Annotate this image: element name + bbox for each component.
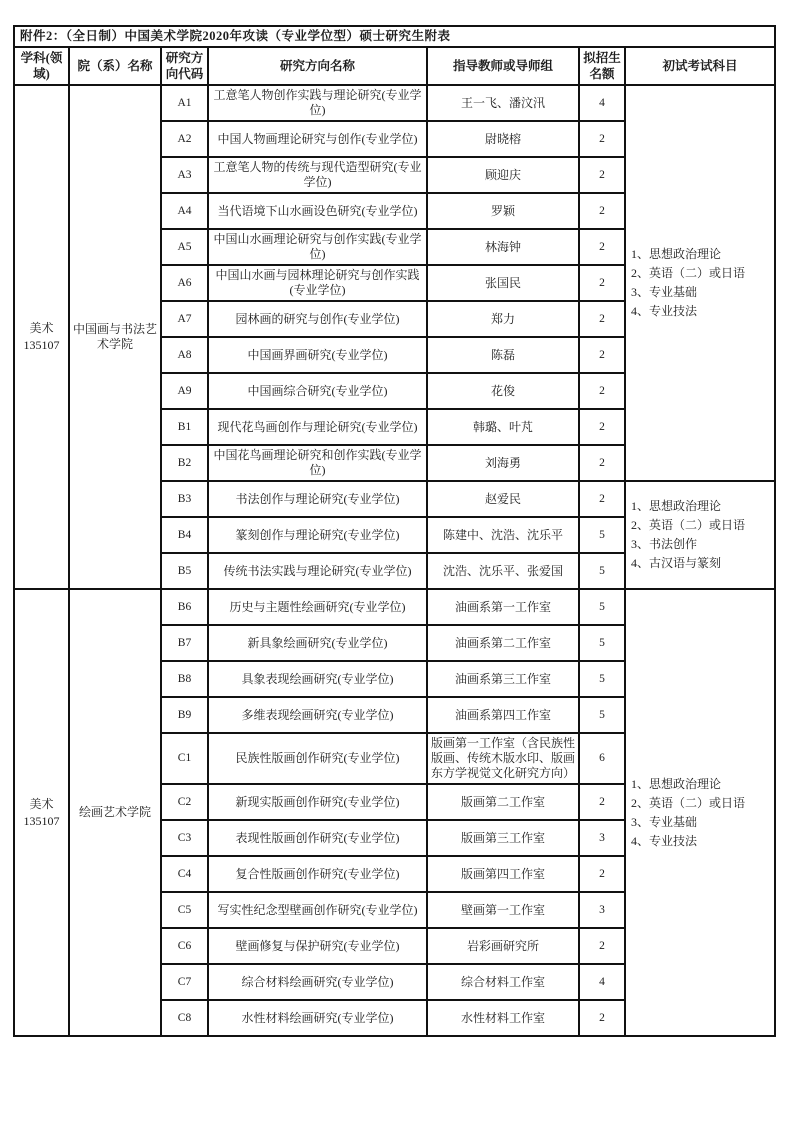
quota-cell: 3 <box>579 892 625 928</box>
direction-name-cell: 园林画的研究与创作(专业学位) <box>208 301 427 337</box>
quota-cell: 2 <box>579 1000 625 1036</box>
quota-cell: 2 <box>579 481 625 517</box>
advisor-cell: 油画系第一工作室 <box>427 589 579 625</box>
exam-subject-line: 2、英语（二）或日语 <box>631 518 746 532</box>
exam-subjects-cell <box>625 85 775 481</box>
col-header-subject: 学科(领域) <box>14 47 69 85</box>
direction-name-cell: 多维表现绘画研究(专业学位) <box>208 697 427 733</box>
quota-cell: 2 <box>579 121 625 157</box>
direction-name-cell: 写实性纪念型壁画创作研究(专业学位) <box>208 892 427 928</box>
table-head <box>14 26 775 85</box>
direction-name-cell: 书法创作与理论研究(专业学位) <box>208 481 427 517</box>
advisor-cell: 版画第二工作室 <box>427 784 579 820</box>
exam-subject-line: 2、英语（二）或日语 <box>631 795 746 810</box>
direction-code-cell: A3 <box>161 157 208 193</box>
col-header-direction-name: 研究方向名称 <box>208 47 427 85</box>
direction-name-cell: 具象表现绘画研究(专业学位) <box>208 661 427 697</box>
direction-code-cell: A6 <box>161 265 208 301</box>
direction-code-cell: C3 <box>161 820 208 856</box>
exam-subjects-cell <box>625 481 775 589</box>
direction-name-cell: 当代语境下山水画设色研究(专业学位) <box>208 193 427 229</box>
quota-cell: 4 <box>579 964 625 1000</box>
direction-name-cell: 中国山水画与园林理论研究与创作实践(专业学位) <box>208 265 427 301</box>
direction-code-cell: C1 <box>161 733 208 784</box>
advisor-cell: 尉晓榕 <box>427 121 579 157</box>
advisor-cell: 郑力 <box>427 301 579 337</box>
direction-code-cell: A7 <box>161 301 208 337</box>
direction-name-cell: 中国人物画理论研究与创作(专业学位) <box>208 121 427 157</box>
direction-code-cell: B7 <box>161 625 208 661</box>
direction-code-cell: B3 <box>161 481 208 517</box>
quota-cell: 2 <box>579 928 625 964</box>
direction-code-cell: A4 <box>161 193 208 229</box>
quota-cell: 4 <box>579 85 625 121</box>
exam-subject-line: 4、古汉语与篆刻 <box>631 556 722 570</box>
direction-name-cell: 新具象绘画研究(专业学位) <box>208 625 427 661</box>
subject-name: 美术 <box>29 321 54 335</box>
advisor-cell: 陈磊 <box>427 337 579 373</box>
quota-cell: 2 <box>579 373 625 409</box>
direction-name-cell: 表现性版画创作研究(专业学位) <box>208 820 427 856</box>
direction-name-cell: 工意笔人物的传统与现代造型研究(专业学位) <box>208 157 427 193</box>
quota-cell: 5 <box>579 517 625 553</box>
advisor-cell: 岩彩画研究所 <box>427 928 579 964</box>
advisor-cell: 陈建中、沈浩、沈乐平 <box>427 517 579 553</box>
exam-subject-line: 4、专业技法 <box>631 833 698 848</box>
advisor-cell: 综合材料工作室 <box>427 964 579 1000</box>
advisor-cell: 张国民 <box>427 265 579 301</box>
direction-name-cell: 篆刻创作与理论研究(专业学位) <box>208 517 427 553</box>
table-row <box>14 85 775 121</box>
direction-code-cell: C6 <box>161 928 208 964</box>
advisor-cell: 版画第一工作室（含民族性版画、传统木版水印、版画东方学视觉文化研究方向） <box>427 733 579 784</box>
subject-cell <box>14 589 69 1036</box>
direction-name-cell: 水性材料绘画研究(专业学位) <box>208 1000 427 1036</box>
advisor-cell: 赵爱民 <box>427 481 579 517</box>
exam-subjects-cell <box>625 589 775 1036</box>
table-body <box>14 85 775 1036</box>
direction-code-cell: B8 <box>161 661 208 697</box>
exam-subject-line: 4、专业技法 <box>631 304 698 318</box>
direction-code-cell: B5 <box>161 553 208 589</box>
document-title: 附件2：（全日制）中国美术学院2020年攻读（专业学位型）硕士研究生附表 <box>14 26 775 47</box>
advisor-cell: 花俊 <box>427 373 579 409</box>
advisor-cell: 刘海勇 <box>427 445 579 481</box>
direction-name-cell: 新现实版画创作研究(专业学位) <box>208 784 427 820</box>
advisor-cell: 油画系第三工作室 <box>427 661 579 697</box>
direction-name-cell: 复合性版画创作研究(专业学位) <box>208 856 427 892</box>
direction-code-cell: A5 <box>161 229 208 265</box>
direction-code-cell: C2 <box>161 784 208 820</box>
quota-cell: 5 <box>579 661 625 697</box>
advisor-cell: 壁画第一工作室 <box>427 892 579 928</box>
direction-code-cell: C8 <box>161 1000 208 1036</box>
col-header-advisor: 指导教师或导师组 <box>427 47 579 85</box>
col-header-quota: 拟招生名额 <box>579 47 625 85</box>
direction-name-cell: 中国画综合研究(专业学位) <box>208 373 427 409</box>
direction-name-cell: 现代花鸟画创作与理论研究(专业学位) <box>208 409 427 445</box>
advisor-cell: 罗颖 <box>427 193 579 229</box>
exam-subject-line: 3、书法创作 <box>631 537 698 551</box>
subject-cell <box>14 85 69 589</box>
advisor-cell: 韩璐、叶芃 <box>427 409 579 445</box>
table-row <box>14 589 775 625</box>
exam-subject-line: 2、英语（二）或日语 <box>631 266 746 280</box>
col-header-college: 院（系）名称 <box>69 47 161 85</box>
direction-code-cell: A2 <box>161 121 208 157</box>
quota-cell: 2 <box>579 157 625 193</box>
direction-name-cell: 综合材料绘画研究(专业学位) <box>208 964 427 1000</box>
advisor-cell: 水性材料工作室 <box>427 1000 579 1036</box>
admissions-table <box>13 25 776 1037</box>
advisor-cell: 林海钟 <box>427 229 579 265</box>
direction-code-cell: B9 <box>161 697 208 733</box>
direction-code-cell: A9 <box>161 373 208 409</box>
exam-subject-line: 3、专业基础 <box>631 285 698 299</box>
col-header-direction-code: 研究方向代码 <box>161 47 208 85</box>
advisor-cell: 版画第三工作室 <box>427 820 579 856</box>
college-cell: 中国画与书法艺术学院 <box>69 85 161 589</box>
advisor-cell: 王一飞、潘汶汛 <box>427 85 579 121</box>
advisor-cell: 油画系第二工作室 <box>427 625 579 661</box>
direction-name-cell: 历史与主题性绘画研究(专业学位) <box>208 589 427 625</box>
quota-cell: 5 <box>579 589 625 625</box>
exam-subject-line: 1、思想政治理论 <box>631 247 722 261</box>
advisor-cell: 顾迎庆 <box>427 157 579 193</box>
direction-code-cell: C7 <box>161 964 208 1000</box>
direction-name-cell: 中国山水画理论研究与创作实践(专业学位) <box>208 229 427 265</box>
direction-code-cell: B1 <box>161 409 208 445</box>
subject-code: 135107 <box>23 813 60 828</box>
quota-cell: 2 <box>579 856 625 892</box>
quota-cell: 3 <box>579 820 625 856</box>
direction-code-cell: A1 <box>161 85 208 121</box>
direction-name-cell: 民族性版画创作研究(专业学位) <box>208 733 427 784</box>
col-header-exam-subjects: 初试考试科目 <box>625 47 775 85</box>
quota-cell: 2 <box>579 445 625 481</box>
quota-cell: 5 <box>579 553 625 589</box>
title-row <box>14 26 775 47</box>
direction-code-cell: B6 <box>161 589 208 625</box>
quota-cell: 2 <box>579 193 625 229</box>
direction-code-cell: B2 <box>161 445 208 481</box>
direction-name-cell: 中国花鸟画理论研究和创作实践(专业学位) <box>208 445 427 481</box>
direction-code-cell: C5 <box>161 892 208 928</box>
direction-name-cell: 壁画修复与保护研究(专业学位) <box>208 928 427 964</box>
quota-cell: 2 <box>579 265 625 301</box>
direction-name-cell: 工意笔人物创作实践与理论研究(专业学位) <box>208 85 427 121</box>
quota-cell: 2 <box>579 409 625 445</box>
quota-cell: 2 <box>579 229 625 265</box>
college-cell: 绘画艺术学院 <box>69 589 161 1036</box>
quota-cell: 2 <box>579 301 625 337</box>
direction-name-cell: 传统书法实践与理论研究(专业学位) <box>208 553 427 589</box>
subject-name: 美术 <box>29 796 54 811</box>
quota-cell: 5 <box>579 625 625 661</box>
direction-code-cell: C4 <box>161 856 208 892</box>
advisor-cell: 版画第四工作室 <box>427 856 579 892</box>
subject-code: 135107 <box>23 338 60 352</box>
quota-cell: 2 <box>579 784 625 820</box>
exam-subject-line: 1、思想政治理论 <box>631 499 722 513</box>
quota-cell: 2 <box>579 337 625 373</box>
exam-subject-line: 3、专业基础 <box>631 814 698 829</box>
header-row <box>14 47 775 85</box>
direction-name-cell: 中国画界画研究(专业学位) <box>208 337 427 373</box>
advisor-cell: 油画系第四工作室 <box>427 697 579 733</box>
exam-subject-line: 1、思想政治理论 <box>631 776 722 791</box>
direction-code-cell: B4 <box>161 517 208 553</box>
advisor-cell: 沈浩、沈乐平、张爱国 <box>427 553 579 589</box>
quota-cell: 6 <box>579 733 625 784</box>
direction-code-cell: A8 <box>161 337 208 373</box>
quota-cell: 5 <box>579 697 625 733</box>
